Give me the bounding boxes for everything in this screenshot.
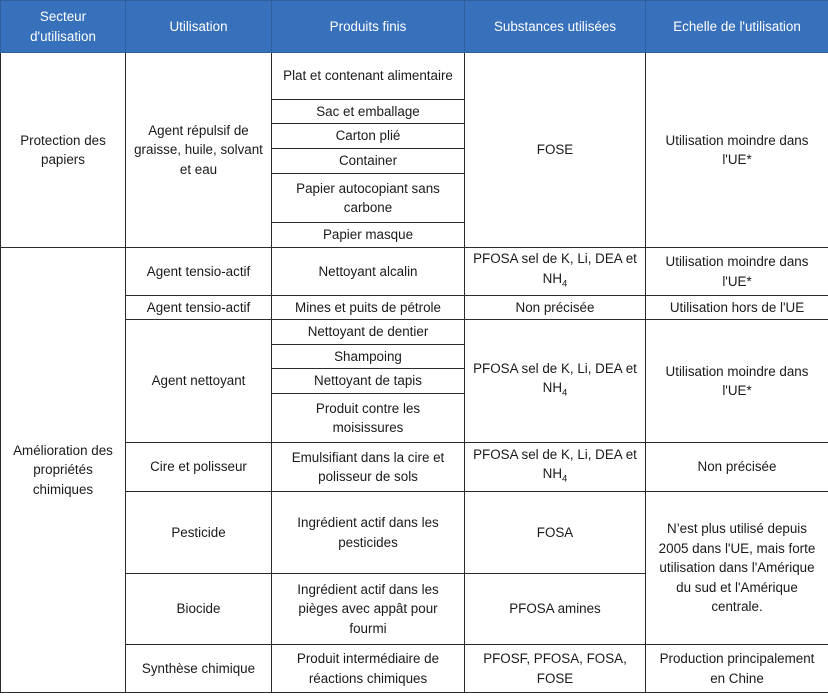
scale-cell: N’est plus utilisé depuis 2005 dans l'UE, mais forte utilisation dans l'Amérique du sud et l'Amérique centrale. bbox=[646, 492, 828, 645]
scale-cell: Utilisation moindre dans l'UE* bbox=[646, 320, 828, 443]
product-cell: Ingrédient actif dans les pesticides bbox=[272, 492, 465, 574]
scale-cell: Production principalement en Chine bbox=[646, 645, 828, 693]
product-cell: Shampoing bbox=[272, 345, 465, 369]
sector-cell: Amélioration des propriétés chimiques bbox=[1, 248, 126, 693]
use-cell: Pesticide bbox=[126, 492, 272, 574]
use-cell: Agent tensio-actif bbox=[126, 296, 272, 320]
substance-cell: Non précisée bbox=[465, 296, 646, 320]
subscript: 4 bbox=[562, 278, 568, 290]
use-cell: Biocide bbox=[126, 574, 272, 645]
header-row bbox=[1, 1, 828, 53]
scale-cell: Utilisation hors de l'UE bbox=[646, 296, 828, 320]
scale-cell: Non précisée bbox=[646, 443, 828, 492]
substance-cell: FOSA bbox=[465, 492, 646, 574]
substance-text: PFOSA sel de K, Li, DEA et NH bbox=[473, 251, 637, 286]
product-cell: Nettoyant de tapis bbox=[272, 369, 465, 394]
scale-cell: Utilisation moindre dans l'UE* bbox=[646, 53, 828, 248]
product-cell: Nettoyant alcalin bbox=[272, 248, 465, 296]
table-row bbox=[1, 443, 828, 492]
use-cell: Agent tensio-actif bbox=[126, 248, 272, 296]
product-cell: Papier autocopiant sans carbone bbox=[272, 174, 465, 223]
header-sector: Secteur d'utilisation bbox=[1, 1, 126, 53]
substance-cell: PFOSF, PFOSA, FOSA, FOSE bbox=[465, 645, 646, 693]
substance-text: PFOSA sel de K, Li, DEA et NH bbox=[473, 360, 637, 396]
table-row bbox=[1, 492, 828, 574]
product-cell: Papier masque bbox=[272, 223, 465, 248]
substance-cell bbox=[465, 443, 646, 492]
product-cell: Emulsifiant dans la cire et polisseur de sols bbox=[272, 443, 465, 492]
header-substances: Substances utilisées bbox=[465, 1, 646, 53]
product-cell: Sac et emballage bbox=[272, 100, 465, 124]
product-cell: Produit contre les moisissures bbox=[272, 394, 465, 443]
use-cell: Agent nettoyant bbox=[126, 320, 272, 443]
substance-cell: PFOSA amines bbox=[465, 574, 646, 645]
substance-cell bbox=[465, 248, 646, 296]
scale-cell: Utilisation moindre dans l'UE* bbox=[646, 248, 828, 296]
sector-cell: Protection des papiers bbox=[1, 53, 126, 248]
substance-cell bbox=[465, 320, 646, 443]
header-use: Utilisation bbox=[126, 1, 272, 53]
subscript: 4 bbox=[562, 473, 568, 485]
table-row bbox=[1, 248, 828, 296]
product-cell: Produit intermédiaire de réactions chimiques bbox=[272, 645, 465, 693]
substance-text: PFOSA sel de K, Li, DEA et NH bbox=[473, 446, 637, 482]
table-row bbox=[1, 320, 828, 345]
use-cell: Synthèse chimique bbox=[126, 645, 272, 693]
product-cell: Carton plié bbox=[272, 124, 465, 149]
product-cell: Nettoyant de dentier bbox=[272, 320, 465, 345]
product-cell: Ingrédient actif dans les pièges avec appât pour fourmi bbox=[272, 574, 465, 645]
use-cell: Agent répulsif de graisse, huile, solvant et eau bbox=[126, 53, 272, 248]
use-cell: Cire et polisseur bbox=[126, 443, 272, 492]
product-cell: Container bbox=[272, 149, 465, 174]
table-row bbox=[1, 645, 828, 693]
product-cell: Mines et puits de pétrole bbox=[272, 296, 465, 320]
table-row bbox=[1, 296, 828, 320]
substance-cell: FOSE bbox=[465, 53, 646, 248]
header-products: Produits finis bbox=[272, 1, 465, 53]
subscript: 4 bbox=[562, 387, 568, 399]
table-row bbox=[1, 53, 828, 100]
header-scale: Echelle de l'utilisation bbox=[646, 1, 828, 53]
product-cell: Plat et contenant alimentaire bbox=[272, 53, 465, 100]
